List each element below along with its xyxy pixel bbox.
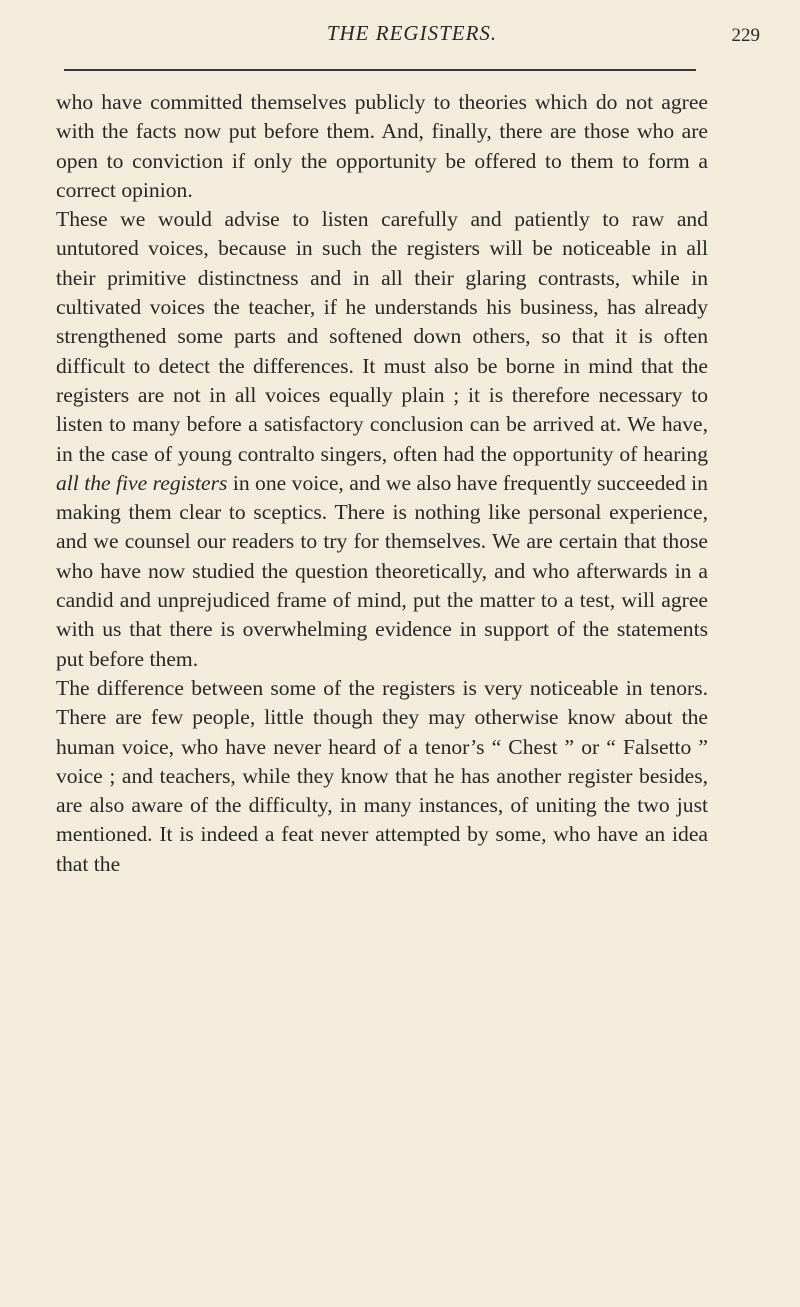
page-number: 229: [731, 25, 760, 46]
paragraph-text-after: in one voice, and we also have frequently succeeded in making them clear to sceptics. There is nothing like personal experience, and we counsel our readers to try for themselves. We are certain that those who have now studied the question theoretically, and who afterwards in a candid and unprejudiced frame of mind, put the matter to a test, will agree with us that there is overwhelming evidence in support of the statements put before them.: [56, 470, 708, 671]
paragraph-tenors: The difference between some of the registers is very noticeable in tenors. There are few people, little though they may otherwise know about the human voice, who have never heard of a tenor’s “ Chest ” or “ Falsetto ” voice ; and teachers, while they know that he has another register besides, are also aware of the difficulty, in many instances, of uniting the two just mentioned. It is indeed a feat never attempted by some, who have an idea that the: [56, 675, 708, 876]
paragraph-registers-advice: [56, 205, 708, 674]
running-head: [64, 18, 760, 52]
paragraph-text-before: These we would advise to listen carefully and patiently to raw and untutored voices, because in such the registers will be noticeable in all their primitive distinctness and in all their glaring contrasts, while in cultivated voices the teacher, if he understands his business, has already strengthened some parts and softened down others, so that it is often difficult to detect the differences. It must also be borne in mind that the registers are not in all voices equally plain ; it is therefore necessary to listen to many before a satisfactory conclusion can be arrived at. We have, in the case of young contralto singers, often had the opportunity of hearing: [56, 207, 708, 466]
paragraph-continuation: who have committed themselves publicly to theories which do not agree with the facts now put before them. And, finally, there are those who are open to conviction if only the opportunity be offered to them to form a correct opinion.: [56, 90, 708, 202]
body-text: [56, 88, 708, 879]
emphasized-phrase: all the five registers: [56, 470, 228, 495]
running-title: THE REGISTERS.: [326, 21, 498, 45]
header-rule: [64, 69, 696, 71]
